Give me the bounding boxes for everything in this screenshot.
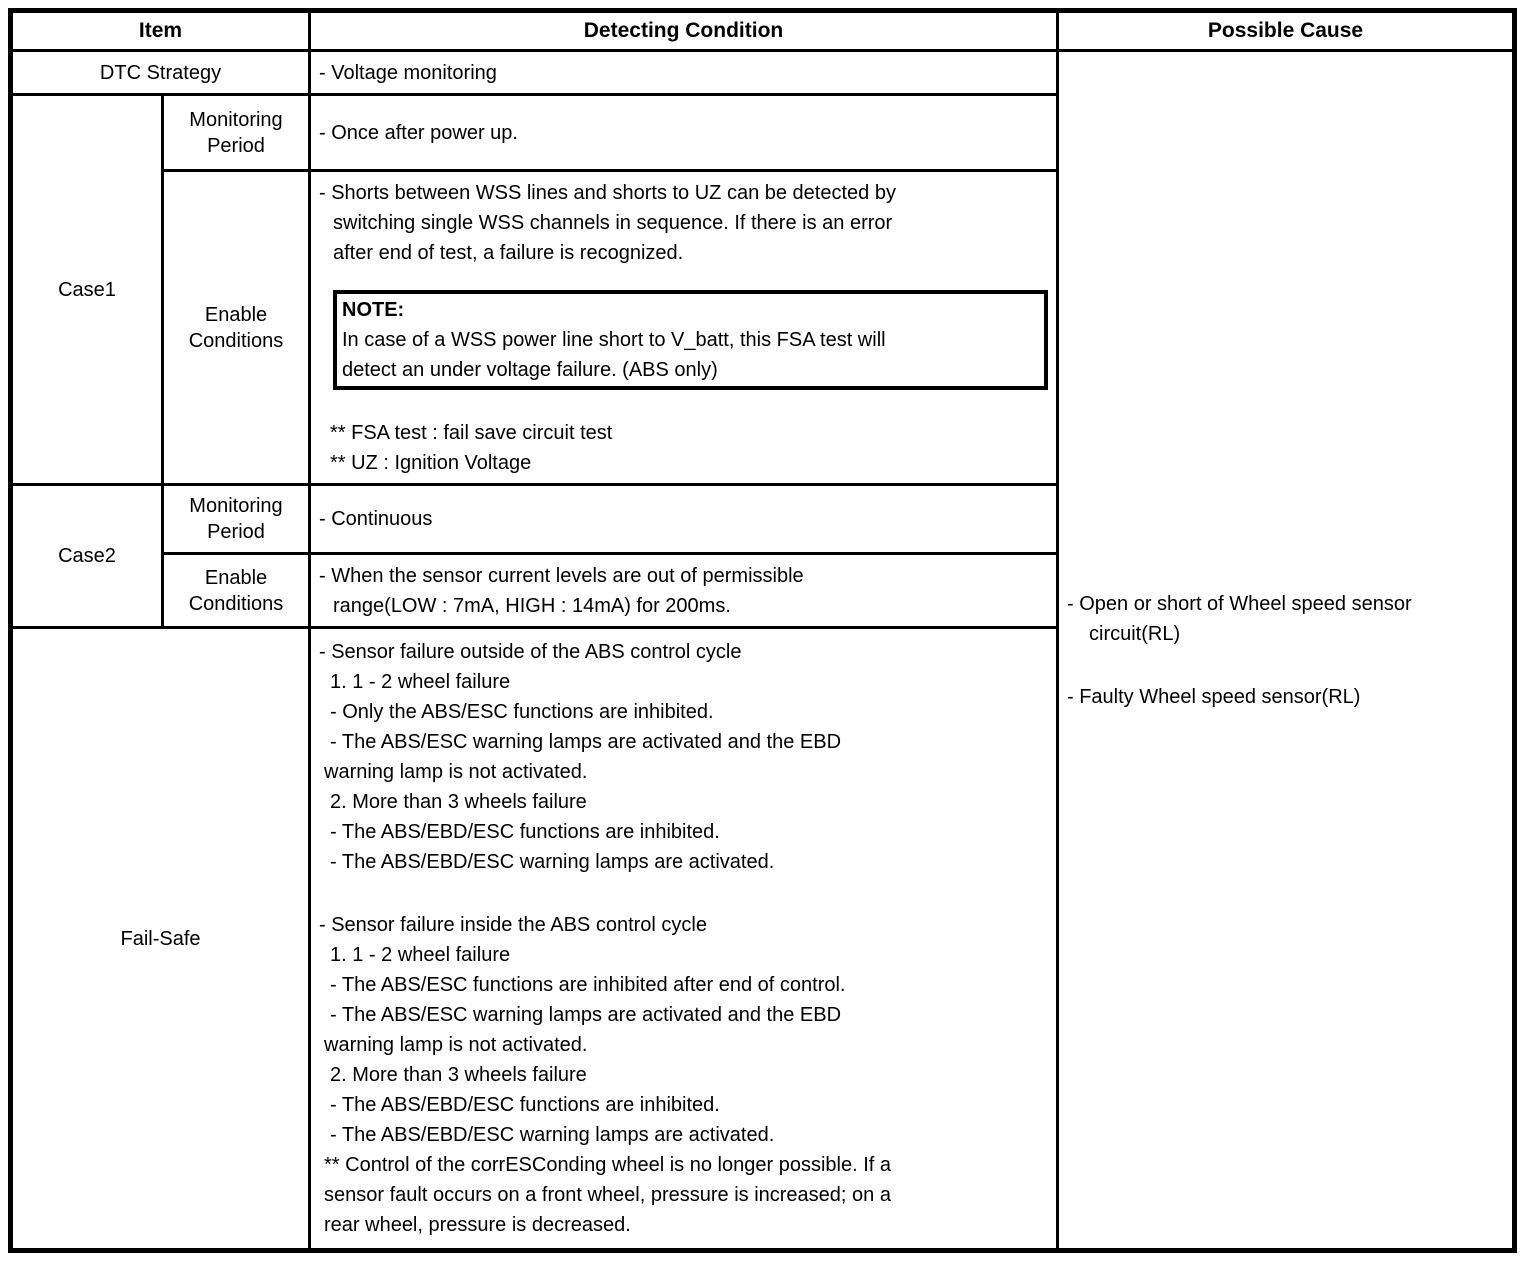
- text-line: ** Control of the corrESConding wheel is no longer possible. If a: [324, 1154, 891, 1176]
- text-line: 1. 1 - 2 wheel failure: [330, 944, 511, 966]
- cell-case2-enable-conditions-label: Enable Conditions: [163, 554, 310, 628]
- text-line: detect an under voltage failure. (ABS only): [342, 358, 718, 381]
- cell-case1-label: Case1: [11, 95, 163, 485]
- text-line: range(LOW : 7mA, HIGH : 14mA) for 200ms.: [333, 594, 731, 617]
- dtc-detecting-condition-table: [8, 8, 1517, 1253]
- cell-case1-enable-conditions-label: Enable Conditions: [163, 171, 310, 485]
- text-line: In case of a WSS power line short to V_batt, this FSA test will: [342, 328, 886, 351]
- text-line: - Sensor failure inside the ABS control cycle: [319, 914, 707, 936]
- text-line: warning lamp is not activated.: [324, 1034, 588, 1056]
- cell-fail-safe-condition: [310, 628, 1058, 1251]
- cell-case1-monitoring-period-condition: [310, 95, 1058, 171]
- text-line: - Shorts between WSS lines and shorts to UZ can be detected by: [319, 181, 896, 204]
- cell-dtc-strategy-label: DTC Strategy: [11, 51, 310, 95]
- text-line: - The ABS/EBD/ESC warning lamps are activated.: [330, 851, 775, 873]
- cell-dtc-strategy-condition: [310, 51, 1058, 95]
- cell-case2-enable-conditions-condition: [310, 554, 1058, 628]
- cell-case2-label: Case2: [11, 485, 163, 628]
- text-line: rear wheel, pressure is decreased.: [324, 1214, 631, 1236]
- enable-conditions-text-after-note: [319, 418, 1050, 478]
- text-line: - The ABS/EBD/ESC functions are inhibited.: [330, 1094, 720, 1116]
- enable-conditions-text-before-note: [319, 178, 1050, 268]
- cell-case1-enable-conditions-condition: [310, 171, 1058, 485]
- text-line: [1067, 649, 1506, 682]
- text-line: 2. More than 3 wheels failure: [330, 1064, 587, 1086]
- text-line: 1. 1 - 2 wheel failure: [330, 671, 511, 693]
- text-line: - Sensor failure outside of the ABS control cycle: [319, 641, 742, 663]
- header-detecting-condition: Detecting Condition: [310, 11, 1058, 51]
- cell-fail-safe-label: Fail-Safe: [11, 628, 310, 1251]
- text-line: ** UZ : Ignition Voltage: [330, 451, 532, 474]
- row-dtc-strategy: [11, 51, 1515, 95]
- text-line: sensor fault occurs on a front wheel, pressure is increased; on a: [324, 1184, 891, 1206]
- text-line: - The ABS/EBD/ESC warning lamps are activated.: [330, 1124, 775, 1146]
- text-line: - Voltage monitoring: [319, 61, 497, 84]
- text-line: - Faulty Wheel speed sensor(RL): [1067, 685, 1361, 708]
- text-line: - Open or short of Wheel speed sensor: [1067, 592, 1412, 615]
- cell-case2-monitoring-period-label: Monitoring Period: [163, 485, 310, 554]
- cell-possible-cause: [1058, 51, 1515, 1251]
- text-line: ** FSA test : fail save circuit test: [330, 421, 613, 444]
- text-line: - The ABS/EBD/ESC functions are inhibited.: [330, 821, 720, 843]
- text-line: - The ABS/ESC warning lamps are activated and the EBD: [330, 1004, 842, 1026]
- note-body: [342, 325, 1039, 385]
- text-line: - Only the ABS/ESC functions are inhibited.: [330, 701, 714, 723]
- text-line: switching single WSS channels in sequence. If there is an error: [333, 211, 893, 234]
- text-line: - The ABS/ESC functions are inhibited after end of control.: [330, 974, 846, 996]
- text-line: - The ABS/ESC warning lamps are activated and the EBD: [330, 731, 842, 753]
- header-row: [11, 11, 1515, 51]
- text-line: - Once after power up.: [319, 121, 518, 144]
- note-title: NOTE:: [342, 298, 405, 321]
- text-line: - When the sensor current levels are out of permissible: [319, 564, 804, 587]
- text-line: [319, 877, 1050, 910]
- header-possible-cause: Possible Cause: [1058, 11, 1515, 51]
- cell-case1-monitoring-period-label: Monitoring Period: [163, 95, 310, 171]
- text-line: after end of test, a failure is recognized.: [333, 241, 684, 264]
- cell-case2-monitoring-period-condition: [310, 485, 1058, 554]
- text-line: circuit(RL): [1089, 622, 1181, 645]
- header-item: Item: [11, 11, 310, 51]
- note-box: [333, 290, 1048, 390]
- text-line: 2. More than 3 wheels failure: [330, 791, 587, 813]
- text-line: warning lamp is not activated.: [324, 761, 588, 783]
- text-line: - Continuous: [319, 508, 433, 530]
